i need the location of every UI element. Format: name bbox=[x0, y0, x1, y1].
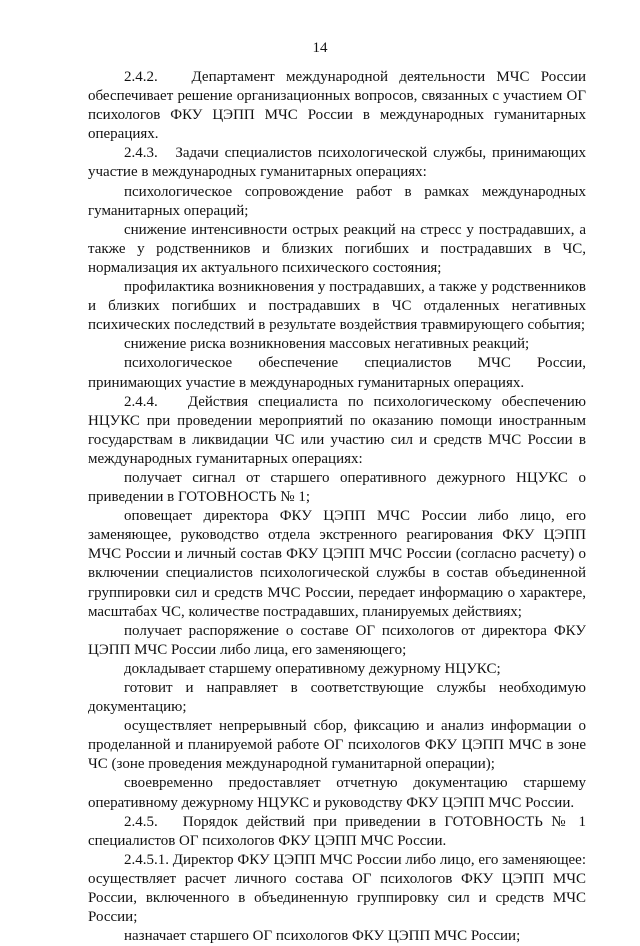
list-item-stress-reduction: снижение интенсивности острых реакций на стресс у пострадавших, а также у родственников и близких погибших и пострадавших в ЧС, нормализация их актуального психического состояния; bbox=[88, 221, 586, 276]
list-item-specialist-support: психологическое обеспечение специалистов МЧС России, принимающих участие в международных гуманитарных операциях. bbox=[88, 355, 586, 391]
paragraph-2-4-3: 2.4.3. Задачи специалистов психологической службы, принимающих участие в международных гуманитарных операциях: bbox=[88, 145, 586, 181]
list-item-prevention: профилактика возникновения у пострадавших, а также у родственников и близких погибших и пострадавших в ЧС отдаленных негативных психических последствий в результате воздействия травмирующего события; bbox=[88, 279, 586, 334]
list-item-receive-signal: получает сигнал от старшего оперативного дежурного НЦУКС о приведении в ГОТОВНОСТЬ № 1; bbox=[88, 469, 586, 506]
paragraph-2-4-5: 2.4.5. Порядок действий при приведении в ГОТОВНОСТЬ № 1 специалистов ОГ психологов ФКУ ЦЭПП МЧС России. bbox=[88, 813, 586, 849]
list-item-report: докладывает старшему оперативному дежурному НЦУКС; bbox=[124, 660, 501, 677]
paragraph-2-4-5-1: 2.4.5.1. Директор ФКУ ЦЭПП МЧС России либо лицо, его заменяющее: осуществляет расчет личного состава ОГ психологов ФКУ ЦЭПП МЧС России, включенного в объединенную группировку сил и средств МЧС России; bbox=[88, 851, 586, 926]
list-item-mass-reaction-risk: снижение риска возникновения массовых негативных реакций; bbox=[124, 336, 530, 353]
paragraph-2-4-2: 2.4.2. Департамент международной деятельности МЧС России обеспечивает решение организационных вопросов, связанных с участием ОГ психологов ФКУ ЦЭПП МЧС России в международных гуманитарных операциях. bbox=[88, 69, 586, 143]
list-item-psych-support: психологическое сопровождение работ в рамках международных гуманитарных операций; bbox=[88, 183, 586, 219]
list-item-submit-reports: своевременно предоставляет отчетную документацию старшему оперативному дежурному НЦУКС и руководству ФКУ ЦЭПП МЧС России. bbox=[88, 775, 586, 811]
list-item-collect-info: осуществляет непрерывный сбор, фиксацию и анализ информации о проделанной и планируемой работе ОГ психологов ФКУ ЦЭПП МЧС в зоне ЧС (зоне проведения международной гуманитарной операции); bbox=[88, 718, 586, 773]
paragraph-2-4-4: 2.4.4. Действия специалиста по психологическому обеспечению НЦУКС при проведении мероприятий по оказанию помощи иностранным государствам в ликвидации ЧС или участию сил и средств МЧС России в международных гуманитарных операциях: bbox=[88, 393, 586, 467]
page-number: 14 bbox=[312, 40, 328, 56]
list-item-notify-director: оповещает директора ФКУ ЦЭПП МЧС России либо лицо, его заменяющее, руководство отдела экстренного реагирования ФКУ ЦЭПП МЧС России и личный состав ФКУ ЦЭПП МЧС России (согласно расчету) о включении специалистов психологической службы в состав объединенной группировки сил и средств МЧС России, передает информацию о характере, масштабах ЧС, количестве пострадавших, планируемых действиях; bbox=[88, 508, 586, 620]
document-body bbox=[88, 68, 586, 946]
list-item-appoint-senior: назначает старшего ОГ психологов ФКУ ЦЭПП МЧС России; bbox=[124, 928, 521, 945]
list-item-receive-order: получает распоряжение о составе ОГ психологов от директора ФКУ ЦЭПП МЧС России либо лица, его заменяющего; bbox=[88, 622, 586, 658]
list-item-prepare-docs: готовит и направляет в соответствующие службы необходимую документацию; bbox=[88, 680, 586, 716]
